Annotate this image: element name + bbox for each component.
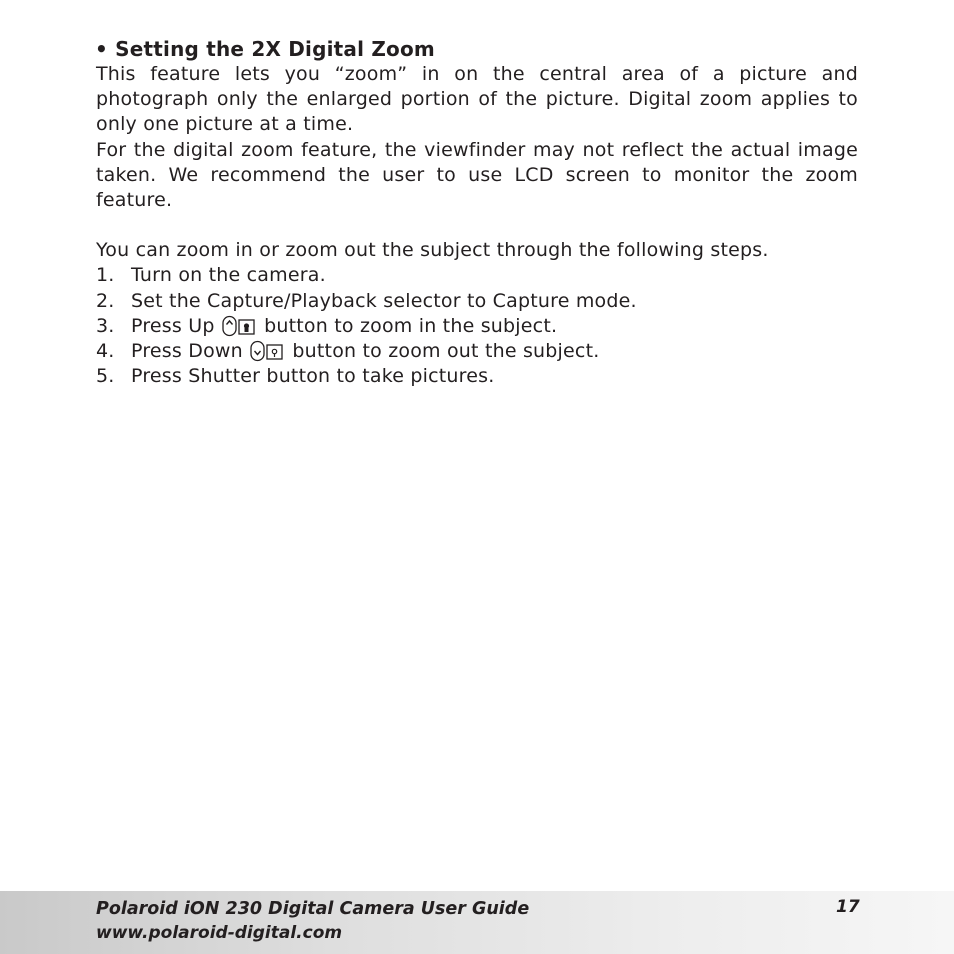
step-number: 4. [96,340,115,363]
intro-paragraph-2: For the digital zoom feature, the viewfinder may not reflect the actual image taken. We recommend the user to use LCD screen to monitor the zoom feature. [96,138,858,212]
step-number: 1. [96,264,115,287]
page-footer [0,891,954,954]
step-text-after: button to zoom in the subject. [264,314,558,337]
step-text: Turn on the camera. [131,264,326,287]
step-number: 5. [96,365,115,388]
step-item [96,364,858,389]
zoom-out-button-icon [250,340,284,362]
step-text: Press Up [131,314,215,337]
step-text: Set the Capture/Playback selector to Capture mode. [131,289,637,312]
step-item [96,289,858,314]
zoom-in-button-icon [222,315,256,337]
page-number: 17 [836,897,860,917]
steps-intro: You can zoom in or zoom out the subject through the following steps. [96,239,769,262]
page-content [96,36,858,389]
intro-paragraph-1: This feature lets you “zoom” in on the central area of a picture and photograph only the enlarged portion of the picture. Digital zoom applies to only one picture at a time. [96,63,858,136]
footer-guide-title: Polaroid iON 230 Digital Camera User Guide [96,899,530,919]
step-text: Press Down [131,340,243,363]
step-number: 2. [96,289,115,312]
section-heading: • Setting the 2X Digital Zoom [95,37,435,61]
step-item [96,314,858,339]
step-text-after: button to zoom out the subject. [292,340,600,363]
step-text: Press Shutter button to take pictures. [131,365,495,388]
footer-website-url: www.polaroid-digital.com [96,923,343,943]
step-number: 3. [96,314,115,337]
step-item [96,339,858,364]
step-item [96,263,858,288]
steps-list [96,263,858,389]
blank-line [96,213,858,238]
